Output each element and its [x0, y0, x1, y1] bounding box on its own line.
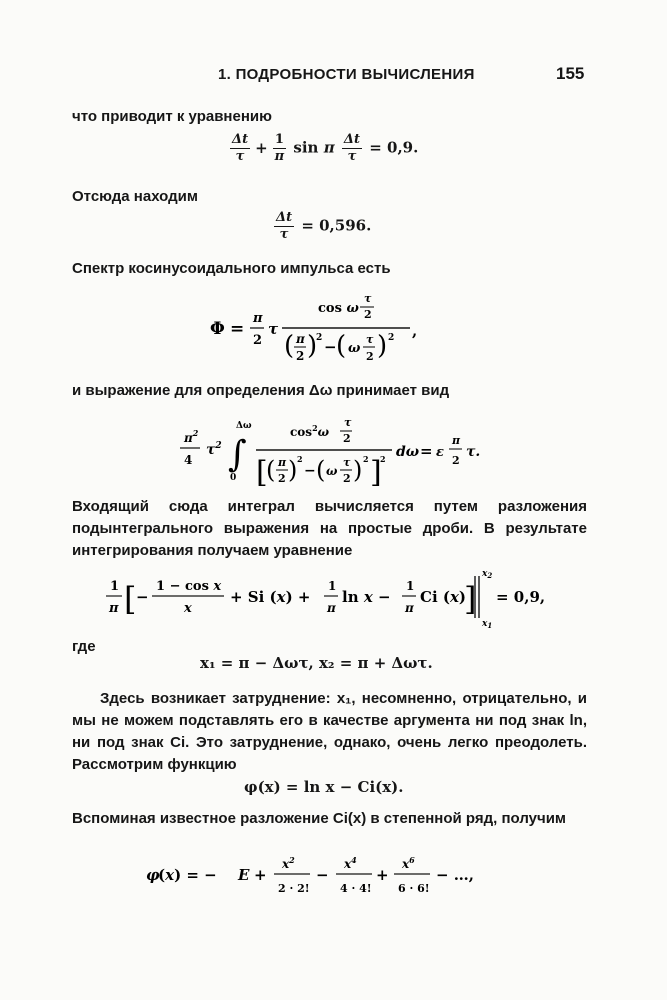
- svg-text:−: −: [136, 588, 149, 606]
- equation-7: φ(x) = ln x − Ci(x).: [244, 778, 404, 796]
- svg-text:∫: ∫: [228, 434, 247, 475]
- svg-text:=: =: [230, 319, 245, 339]
- svg-text:x2: $x^2$: [282, 855, 295, 871]
- svg-text:+: +: [376, 866, 389, 884]
- svg-text:2: 2: [253, 333, 263, 348]
- svg-text:0: 0: [230, 473, 237, 483]
- page-header: [0, 66, 667, 90]
- svg-text:π: π: [452, 434, 461, 447]
- svg-text:[: [: [256, 455, 268, 490]
- svg-text:−: −: [304, 463, 316, 479]
- svg-text:π2: $\pi^2$: [184, 428, 199, 445]
- svg-text:x1: $x_1$: [482, 619, 493, 630]
- svg-text:+: +: [254, 866, 267, 884]
- svg-text:π: π: [109, 601, 119, 616]
- svg-text:2: 2: [452, 454, 460, 467]
- svg-text:(x) = −: (x) = −: [158, 866, 217, 884]
- svg-text:−: −: [316, 866, 329, 884]
- svg-text:]: ]: [370, 455, 382, 490]
- svg-text:τ: τ: [268, 320, 279, 338]
- svg-text:π: π: [405, 601, 414, 615]
- svg-text:[: [: [124, 580, 137, 618]
- svg-text:Ci (x): Ci (x): [420, 588, 467, 606]
- svg-text:dω: dω: [396, 444, 420, 460]
- svg-text:τ: τ: [343, 456, 351, 469]
- svg-text:−: −: [324, 338, 337, 356]
- svg-text:4: 4: [184, 453, 193, 467]
- equation-2: $\frac{\Delta t}{\tau}$ = 0,596.: [276, 210, 372, 242]
- page-number: 155: [556, 64, 585, 83]
- equation-5: [100, 566, 570, 632]
- svg-text:x4: $x^4$: [344, 855, 357, 871]
- svg-text:x6: $x^6$: [402, 855, 415, 871]
- svg-text:6 · 6!: 6 · 6!: [398, 882, 430, 895]
- svg-text:(: (: [284, 331, 295, 361]
- svg-text:x2: $x_2$: [482, 569, 493, 580]
- svg-text:cos ω: cos ω: [318, 301, 359, 316]
- svg-text:4 · 4!: 4 · 4!: [340, 882, 372, 895]
- paragraph-2: Отсюда находим: [72, 188, 198, 205]
- equation-5-rhs: = 0,9,: [496, 588, 546, 606]
- svg-text:(: (: [336, 331, 347, 361]
- svg-text:+ Si (x) +: + Si (x) +: [230, 588, 311, 606]
- svg-text:2: 2: [316, 333, 323, 343]
- svg-text:,: ,: [412, 322, 418, 340]
- svg-text:2: 2: [297, 454, 303, 464]
- equation-8-tail: − …,: [436, 866, 475, 884]
- svg-text:2: 2: [343, 432, 351, 445]
- paragraph-6: где: [72, 638, 96, 655]
- svg-text:]: ]: [464, 580, 477, 618]
- equation-1-rhs: = 0,9.: [369, 138, 419, 157]
- svg-text:x: x: [184, 601, 192, 616]
- paragraph-1: что приводит к уравнению: [72, 108, 272, 125]
- svg-text:): ): [288, 456, 298, 484]
- svg-text:τ: τ: [366, 333, 374, 346]
- svg-text:2: 2: [278, 472, 286, 485]
- running-head: 1. ПОДРОБНОСТИ ВЫЧИСЛЕНИЯ: [218, 66, 475, 83]
- svg-text:2: 2: [364, 308, 372, 321]
- paragraph-5: Входящий сюда интеграл вычисляется путем разложения подынтегрального выражения на простые дроби. В результате интегрирования получаем уравнение: [72, 498, 587, 559]
- svg-text:1: 1: [406, 579, 415, 593]
- paragraph-7: Здесь возникает затруднение: x₁, несомненно, отрицательно, и мы не можем подставлять его в качестве аргумента ни под знак ln, ни под знак Ci. Это затруднение, однако, очень легко преодолеть. Рассмотрим функцию: [72, 690, 587, 773]
- svg-text:=: =: [420, 442, 433, 460]
- svg-text:): ): [353, 456, 363, 484]
- svg-text:ε: ε: [436, 445, 444, 460]
- svg-text:cos2ω: $\cos^2\omega$: [290, 423, 330, 439]
- svg-text:2: 2: [366, 350, 374, 363]
- svg-text:ω: ω: [348, 341, 361, 356]
- svg-text:): ): [307, 331, 318, 361]
- svg-text:Φ: Φ: [210, 319, 225, 339]
- svg-text:π: π: [253, 311, 263, 326]
- paragraph-8: Вспоминая известное разложение Ci(x) в степенной ряд, получим: [72, 810, 567, 827]
- svg-text:ω: ω: [326, 464, 338, 478]
- svg-text:2: 2: [363, 454, 369, 464]
- svg-text:2: 2: [296, 349, 305, 363]
- svg-text:1: 1: [328, 579, 337, 593]
- svg-text:π: π: [278, 456, 287, 469]
- equation-1: $\frac{\Delta t}{\tau}$ + $\frac{1}{\pi}$ sin π $\frac{\Delta t}{\tau}$ = 0,9.: [232, 132, 419, 164]
- svg-text:τ.: τ.: [466, 444, 481, 460]
- svg-text:τ2: $\tau^2$: [206, 441, 222, 458]
- svg-text:2: 2: [380, 454, 386, 464]
- svg-text:2 · 2!: 2 · 2!: [278, 882, 310, 895]
- svg-text:π: π: [327, 601, 336, 615]
- svg-text:1 − cos x: 1 − cos x: [156, 579, 222, 594]
- equation-4: [178, 412, 498, 496]
- paragraph-3: Спектр косинусоидального импульса есть: [72, 260, 391, 277]
- svg-text:τ: τ: [344, 416, 352, 429]
- svg-text:1: 1: [110, 579, 120, 594]
- equation-6: x₁ = π − Δωτ, x₂ = π + Δωτ.: [200, 654, 433, 672]
- equation-2-rhs: = 0,596.: [301, 216, 372, 235]
- svg-text:E: E: [238, 866, 250, 884]
- paragraph-4: и выражение для определения Δω принимает вид: [72, 382, 450, 399]
- svg-text:(: (: [266, 456, 276, 484]
- svg-text:φ: φ: [146, 866, 160, 884]
- svg-text:ln x −: ln x −: [342, 588, 391, 606]
- svg-text:Δω: Δω: [236, 421, 252, 431]
- svg-text:2: 2: [388, 333, 395, 343]
- svg-text:π: π: [296, 332, 305, 346]
- svg-text:τ: τ: [364, 292, 372, 305]
- svg-text:(: (: [316, 456, 326, 484]
- equation-8: [146, 850, 526, 908]
- equation-3: [210, 288, 450, 370]
- svg-text:): ): [377, 331, 388, 361]
- svg-text:2: 2: [343, 472, 351, 485]
